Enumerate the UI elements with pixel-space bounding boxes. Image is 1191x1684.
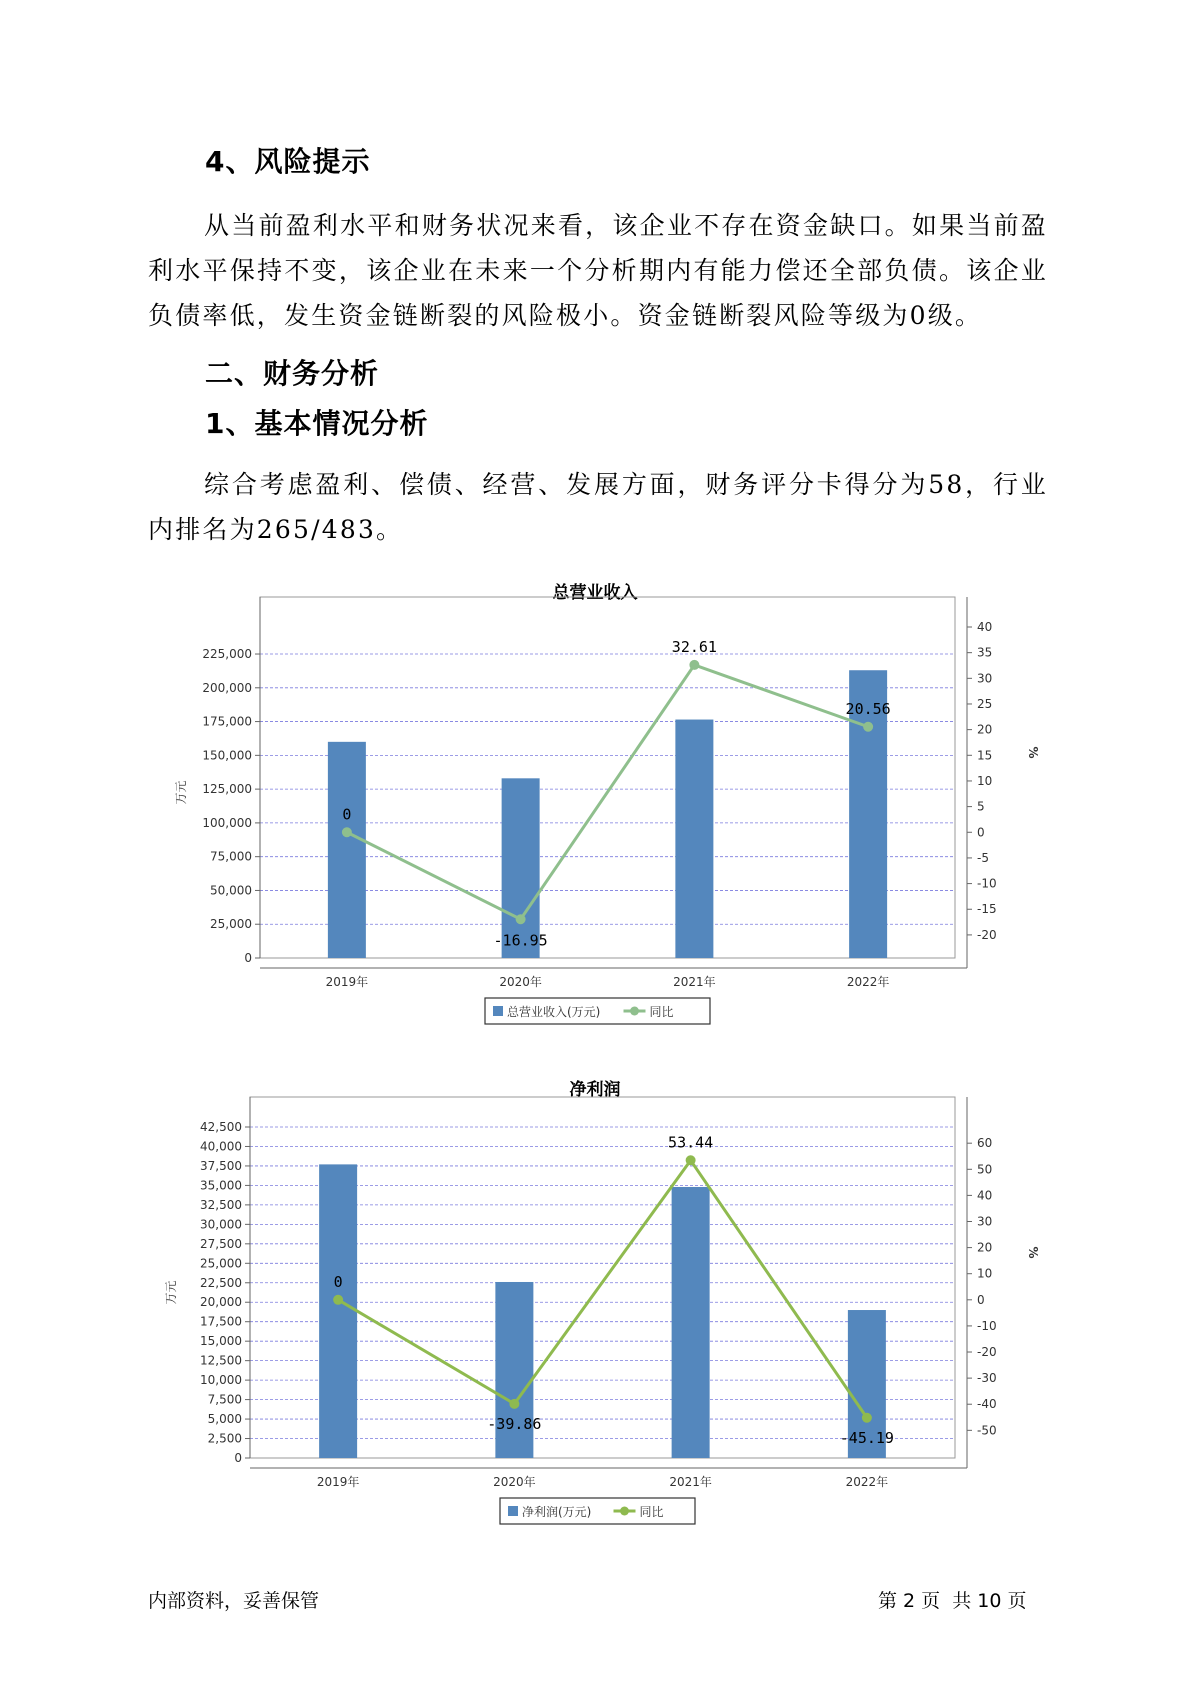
y-tick-label: 75,000 bbox=[210, 849, 252, 864]
y-tick-label: 40,000 bbox=[200, 1139, 242, 1154]
yoy-point bbox=[509, 1399, 519, 1409]
yoy-line bbox=[338, 1160, 867, 1417]
y-tick-label: 20,000 bbox=[200, 1295, 242, 1310]
yoy-data-label: -16.95 bbox=[493, 931, 548, 950]
y-tick-label: 17,500 bbox=[200, 1314, 242, 1329]
section-2-1-paragraph: 综合考虑盈利、偿债、经营、发展方面，财务评分卡得分为58，行业内排名为265/483。 bbox=[148, 470, 1048, 544]
y-tick-label: 25,000 bbox=[210, 917, 252, 932]
y2-tick-label: 10 bbox=[977, 773, 993, 788]
y-tick-label: 37,500 bbox=[200, 1158, 242, 1173]
bar bbox=[675, 720, 713, 958]
y2-tick-label: 30 bbox=[977, 1214, 993, 1229]
revenue-chart-svg bbox=[0, 570, 1191, 1040]
yoy-point bbox=[863, 722, 873, 732]
section-4-heading: 4、风险提示 bbox=[205, 145, 371, 178]
revenue-chart bbox=[0, 570, 1191, 1040]
yoy-data-label: -39.86 bbox=[487, 1414, 542, 1433]
y2-tick-label: 5 bbox=[977, 799, 985, 814]
x-tick-label: 2020年 bbox=[499, 975, 542, 989]
y2-tick-label: -10 bbox=[977, 1318, 997, 1333]
y2-tick-label: -30 bbox=[977, 1371, 997, 1386]
bar bbox=[328, 742, 366, 958]
yoy-point bbox=[689, 660, 699, 670]
y2-tick-label: 60 bbox=[977, 1136, 993, 1151]
y-tick-label: 15,000 bbox=[200, 1334, 242, 1349]
y-tick-label: 35,000 bbox=[200, 1178, 242, 1193]
y-tick-label: 200,000 bbox=[202, 680, 252, 695]
section-4-paragraph: 从当前盈利水平和财务状况来看，该企业不存在资金缺口。如果当前盈利水平保持不变，该企业在未来一个分析期内有能力偿还全部负债。该企业负债率低，发生资金链断裂的风险极小。资金链断裂风险等级为0级。 bbox=[148, 211, 1048, 330]
x-tick-label: 2021年 bbox=[669, 1475, 712, 1489]
y2-tick-label: 35 bbox=[977, 645, 993, 660]
chart-legend bbox=[485, 998, 710, 1024]
y2-tick-label: 40 bbox=[977, 620, 993, 634]
section-2-heading: 二、财务分析 bbox=[205, 357, 380, 390]
yoy-data-label: 20.56 bbox=[845, 699, 891, 718]
y2-axis-label: % bbox=[1026, 1246, 1040, 1259]
y2-tick-label: -40 bbox=[977, 1397, 997, 1412]
net-profit-chart bbox=[0, 1070, 1191, 1530]
yoy-line bbox=[347, 665, 868, 919]
y2-tick-label: -20 bbox=[977, 1345, 997, 1360]
yoy-point bbox=[333, 1295, 343, 1305]
y-tick-label: 27,500 bbox=[200, 1236, 242, 1251]
footer-page-number: 第 2 页 共 10 页 bbox=[878, 1590, 1027, 1612]
x-tick-label: 2022年 bbox=[846, 975, 890, 989]
y2-tick-label: -5 bbox=[977, 850, 989, 865]
y-tick-label: 25,000 bbox=[200, 1256, 242, 1271]
y-tick-label: 225,000 bbox=[202, 647, 252, 662]
y2-tick-label: 20 bbox=[977, 1240, 993, 1255]
x-tick-label: 2019年 bbox=[316, 1475, 360, 1489]
legend-bar-swatch bbox=[493, 1006, 503, 1016]
legend-line-label: 同比 bbox=[639, 1505, 664, 1519]
y-tick-label: 30,000 bbox=[200, 1217, 242, 1232]
y-tick-label: 7,500 bbox=[207, 1392, 242, 1407]
y2-tick-label: 30 bbox=[977, 671, 993, 686]
y2-tick-label: 15 bbox=[977, 748, 993, 763]
y2-tick-label: -10 bbox=[977, 876, 997, 891]
yoy-data-label: 32.61 bbox=[671, 637, 717, 656]
y-tick-label: 175,000 bbox=[202, 714, 252, 729]
y-tick-label: 150,000 bbox=[202, 748, 252, 763]
x-tick-label: 2021年 bbox=[673, 975, 716, 989]
yoy-data-label: 53.44 bbox=[668, 1133, 714, 1152]
yoy-point bbox=[686, 1155, 696, 1165]
y-axis-label: 万元 bbox=[164, 1280, 178, 1305]
y-tick-label: 100,000 bbox=[202, 815, 252, 830]
chart-title: 净利润 bbox=[569, 1080, 621, 1100]
yoy-point bbox=[516, 914, 526, 924]
yoy-data-label: 0 bbox=[333, 1272, 343, 1291]
y2-tick-label: 25 bbox=[977, 696, 993, 711]
y2-tick-label: 10 bbox=[977, 1266, 993, 1281]
yoy-data-label: 0 bbox=[342, 805, 352, 824]
y2-tick-label: 0 bbox=[977, 825, 985, 840]
bar bbox=[672, 1187, 710, 1458]
y2-tick-label: -20 bbox=[977, 927, 997, 942]
y2-tick-label: 50 bbox=[977, 1162, 993, 1177]
legend-line-marker bbox=[620, 1507, 629, 1516]
legend-bar-label: 净利润(万元) bbox=[522, 1505, 592, 1519]
chart-legend bbox=[500, 1498, 695, 1524]
y-tick-label: 22,500 bbox=[200, 1275, 242, 1290]
yoy-data-label: -45.19 bbox=[839, 1428, 894, 1447]
y-tick-label: 42,500 bbox=[200, 1120, 242, 1134]
y2-tick-label: 40 bbox=[977, 1188, 993, 1203]
section-2-1-heading: 1、基本情况分析 bbox=[205, 407, 429, 440]
y-tick-label: 10,000 bbox=[200, 1373, 242, 1388]
y2-tick-label: -50 bbox=[977, 1423, 997, 1438]
yoy-point bbox=[862, 1413, 872, 1423]
y-tick-label: 12,500 bbox=[200, 1353, 242, 1368]
y-tick-label: 2,500 bbox=[207, 1431, 242, 1446]
legend-line-label: 同比 bbox=[649, 1005, 674, 1019]
x-tick-label: 2022年 bbox=[845, 1475, 889, 1489]
y-tick-label: 0 bbox=[244, 951, 252, 965]
y-tick-label: 125,000 bbox=[202, 782, 252, 797]
y-tick-label: 50,000 bbox=[210, 883, 252, 898]
y-tick-label: 0 bbox=[234, 1451, 242, 1465]
net-profit-chart-svg bbox=[0, 1070, 1191, 1530]
y2-tick-label: 0 bbox=[977, 1292, 985, 1307]
bar bbox=[319, 1164, 357, 1458]
y-axis-label: 万元 bbox=[174, 780, 188, 805]
y-tick-label: 5,000 bbox=[207, 1412, 242, 1427]
x-tick-label: 2019年 bbox=[325, 975, 369, 989]
footer-confidential: 内部资料，妥善保管 bbox=[148, 1590, 320, 1612]
y2-axis-label: % bbox=[1026, 746, 1040, 759]
legend-line-marker bbox=[630, 1007, 639, 1016]
legend-bar-swatch bbox=[508, 1506, 518, 1516]
y2-tick-label: -15 bbox=[977, 902, 997, 917]
x-tick-label: 2020年 bbox=[493, 1475, 536, 1489]
y-tick-label: 32,500 bbox=[200, 1197, 242, 1212]
legend-bar-label: 总营业收入(万元) bbox=[507, 1005, 601, 1019]
y2-tick-label: 20 bbox=[977, 722, 993, 737]
yoy-point bbox=[342, 827, 352, 837]
chart-title: 总营业收入 bbox=[552, 583, 638, 603]
